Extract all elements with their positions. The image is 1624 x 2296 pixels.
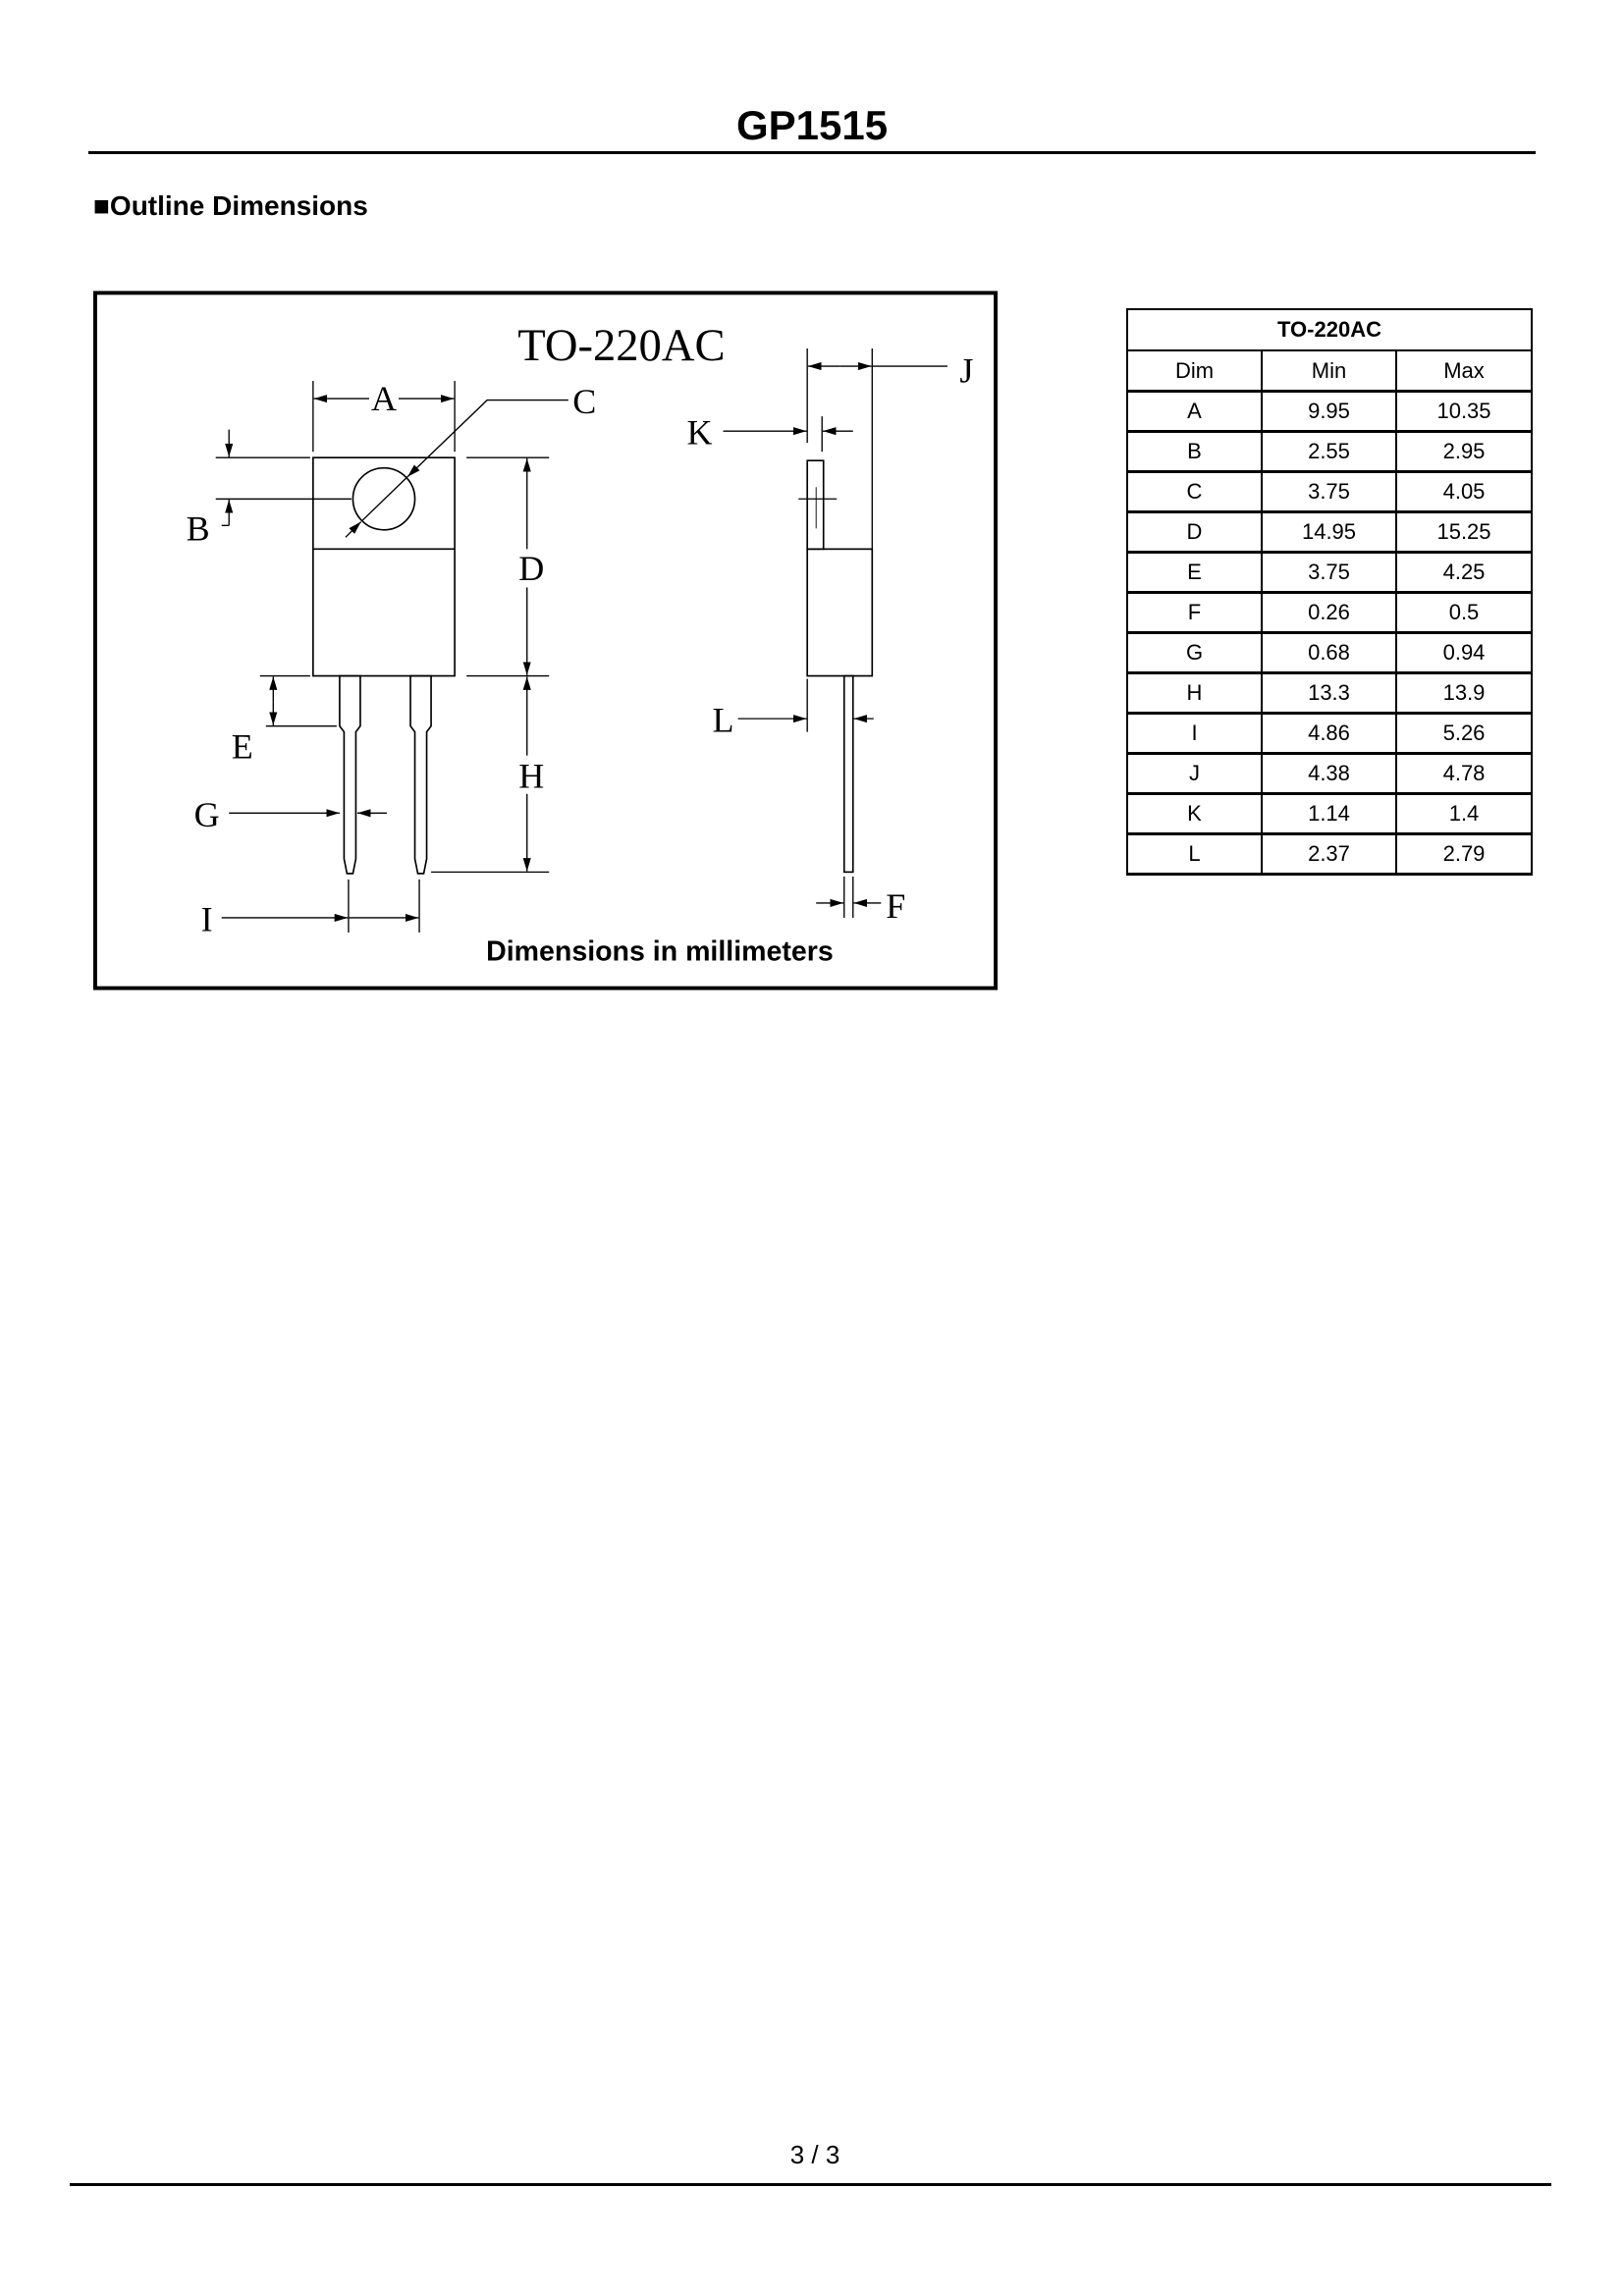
table-row xyxy=(1127,673,1532,714)
table-row xyxy=(1127,633,1532,673)
front-view xyxy=(313,457,455,874)
drawing-caption: Dimensions in millimeters xyxy=(486,935,834,968)
table-title: TO-220AC xyxy=(1127,309,1532,350)
max-cell: 4.05 xyxy=(1396,472,1532,512)
column-header-min: Min xyxy=(1262,350,1396,392)
max-cell: 2.79 xyxy=(1396,834,1532,875)
front-lead-right xyxy=(410,676,431,874)
front-lead-left xyxy=(340,676,360,874)
side-body xyxy=(807,549,872,675)
column-header-dim: Dim xyxy=(1127,350,1262,392)
dimension-labels xyxy=(187,351,974,939)
table-row xyxy=(1127,794,1532,834)
dim-label-l: L xyxy=(712,700,734,740)
min-cell: 1.14 xyxy=(1262,794,1396,834)
dim-label-g: G xyxy=(193,794,220,834)
min-cell: 9.95 xyxy=(1262,392,1396,432)
max-cell: 10.35 xyxy=(1396,392,1532,432)
table-row xyxy=(1127,714,1532,754)
dim-label-i: I xyxy=(200,899,213,939)
table-row xyxy=(1127,472,1532,512)
dim-c-diameter-line xyxy=(361,477,407,521)
dim-cell: I xyxy=(1127,714,1262,754)
dim-label-k: K xyxy=(686,412,713,453)
dim-label-a: A xyxy=(370,379,398,419)
dim-label-b: B xyxy=(186,508,210,549)
dim-cell: K xyxy=(1127,794,1262,834)
dim-label-e: E xyxy=(231,726,253,767)
column-header-max: Max xyxy=(1396,350,1532,392)
dim-cell: G xyxy=(1127,633,1262,673)
min-cell: 4.86 xyxy=(1262,714,1396,754)
table-row xyxy=(1127,754,1532,794)
max-cell: 0.5 xyxy=(1396,593,1532,633)
min-cell: 2.37 xyxy=(1262,834,1396,875)
dim-cell: J xyxy=(1127,754,1262,794)
min-cell: 3.75 xyxy=(1262,553,1396,593)
max-cell: 13.9 xyxy=(1396,673,1532,714)
min-cell: 2.55 xyxy=(1262,432,1396,472)
dim-cell: D xyxy=(1127,512,1262,553)
dim-cell: C xyxy=(1127,472,1262,512)
dim-cell: A xyxy=(1127,392,1262,432)
dim-cell: H xyxy=(1127,673,1262,714)
min-cell: 3.75 xyxy=(1262,472,1396,512)
table-title-row xyxy=(1127,309,1532,350)
package-name-label: TO-220AC xyxy=(517,321,726,372)
min-cell: 4.38 xyxy=(1262,754,1396,794)
max-cell: 4.78 xyxy=(1396,754,1532,794)
dimensions-table xyxy=(1126,308,1533,876)
table-row xyxy=(1127,432,1532,472)
section-heading: ■Outline Dimensions xyxy=(93,190,368,221)
front-package-outline xyxy=(313,457,455,675)
dim-cell: F xyxy=(1127,593,1262,633)
side-tab xyxy=(807,460,824,549)
min-cell: 13.3 xyxy=(1262,673,1396,714)
dimension-lines xyxy=(216,348,947,933)
dim-c-arrow-lower xyxy=(346,522,361,538)
max-cell: 1.4 xyxy=(1396,794,1532,834)
dim-cell: L xyxy=(1127,834,1262,875)
side-lead xyxy=(844,676,853,873)
header-rule xyxy=(88,151,1536,154)
max-cell: 4.25 xyxy=(1396,553,1532,593)
min-cell: 0.68 xyxy=(1262,633,1396,673)
dim-label-j: J xyxy=(959,350,974,391)
dim-c-leader xyxy=(407,400,568,477)
min-cell: 14.95 xyxy=(1262,512,1396,553)
min-cell: 0.26 xyxy=(1262,593,1396,633)
table-row xyxy=(1127,512,1532,553)
dim-label-f: F xyxy=(886,885,906,926)
dim-label-c: C xyxy=(572,382,597,422)
max-cell: 5.26 xyxy=(1396,714,1532,754)
drawing-frame xyxy=(95,293,996,988)
table-header-row xyxy=(1127,350,1532,392)
page-number: 3 / 3 xyxy=(789,2140,840,2169)
dim-label-h: H xyxy=(518,756,545,796)
max-cell: 2.95 xyxy=(1396,432,1532,472)
dim-cell: E xyxy=(1127,553,1262,593)
page-title: GP1515 xyxy=(735,102,889,148)
outline-drawing xyxy=(93,291,998,990)
max-cell: 0.94 xyxy=(1396,633,1532,673)
dim-label-d: D xyxy=(518,548,545,588)
table-row xyxy=(1127,392,1532,432)
side-view xyxy=(798,460,872,872)
table-row xyxy=(1127,593,1532,633)
dim-cell: B xyxy=(1127,432,1262,472)
table-row xyxy=(1127,834,1532,875)
footer-rule xyxy=(70,2183,1551,2186)
table-row xyxy=(1127,553,1532,593)
max-cell: 15.25 xyxy=(1396,512,1532,553)
